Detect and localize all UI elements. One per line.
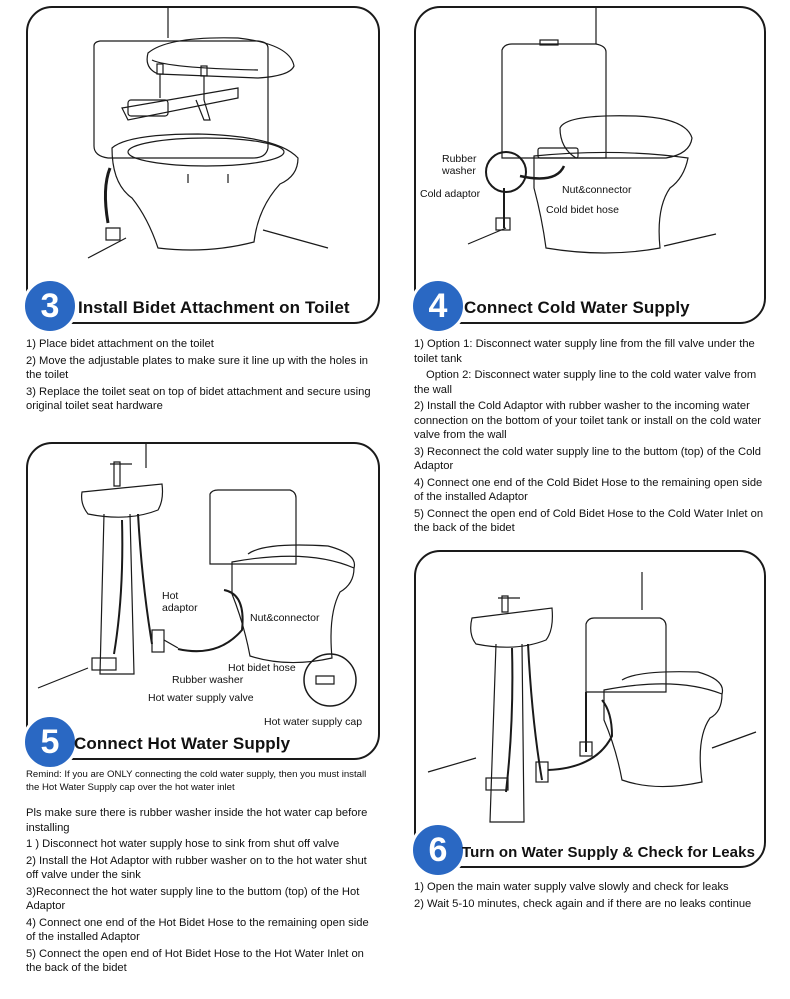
label-hot-bidet-hose: Hot bidet hose <box>228 662 296 674</box>
step-4-card <box>414 6 766 324</box>
step-5-instructions <box>26 768 378 978</box>
instruction-line: Option 2: Disconnect water supply line to the cold water valve from the wall <box>414 369 757 396</box>
instruction-line: 2) Wait 5-10 minutes, check again and if there are no leaks continue <box>414 897 752 910</box>
step-number: 5 <box>40 722 60 761</box>
step-3-card <box>26 6 380 324</box>
label-nut-connector: Nut&connector <box>562 184 632 196</box>
step-number: 3 <box>40 286 60 325</box>
label-hot-adaptor: Hot adaptor <box>162 590 198 614</box>
instruction-line: 2) Move the adjustable plates to make sure it line up with the holes in the toilet <box>26 354 369 381</box>
hot-water-supply-illustration <box>28 444 378 758</box>
step-6-card <box>414 550 766 868</box>
instruction-line: 1 ) Disconnect hot water supply hose to sink from shut off valve <box>26 838 340 850</box>
instruction-line: 2) Install the Cold Adaptor with rubber washer to the incoming water connection on the bottom of your toilet tank or install on the cold water valve from the wall <box>414 400 762 441</box>
step-number-badge <box>22 278 78 334</box>
label-cold-bidet-hose: Cold bidet hose <box>546 204 619 216</box>
label-nut-connector: Nut&connector <box>250 612 320 624</box>
toilet-bidet-install-illustration <box>28 8 378 322</box>
remind-note: Remind: If you are ONLY connecting the cold water supply, then you must install the Hot Water Supply cap over the hot water inlet <box>26 769 367 793</box>
step-number-badge <box>410 278 466 334</box>
step-3-instructions <box>26 337 378 416</box>
label-rubber-washer: Rubber washer <box>442 153 477 177</box>
instruction-line: 1) Open the main water supply valve slowly and check for leaks <box>414 881 729 893</box>
step-title: Connect Hot Water Supply <box>74 734 291 753</box>
label-cold-adaptor: Cold adaptor <box>420 188 481 200</box>
instruction-line: 1) Option 1: Disconnect water supply line from the fill valve under the toilet tank <box>414 338 755 365</box>
step-title: Turn on Water Supply & Check for Leaks <box>462 844 756 861</box>
step-number-badge <box>22 714 78 770</box>
instruction-line: 4) Connect one end of the Cold Bidet Hose to the remaining open side of the installed Adaptor <box>414 476 763 503</box>
turn-on-water-illustration <box>416 552 764 866</box>
instruction-line: Pls make sure there is rubber washer inside the hot water cap before installing <box>26 807 368 834</box>
step-5-card <box>26 442 380 760</box>
step-number: 4 <box>428 286 448 325</box>
instruction-line: 4) Connect one end of the Hot Bidet Hose to the remaining open side of the installed Adaptor <box>26 916 369 943</box>
instruction-line: 5) Connect the open end of Cold Bidet Hose to the Cold Water Inlet on the back of the bidet <box>414 507 764 534</box>
instruction-line: 3)Reconnect the hot water supply line to the buttom (top) of the Hot Adaptor <box>26 885 360 912</box>
instruction-line: 5) Connect the open end of Hot Bidet Hose to the Hot Water Inlet on the back of the bidet <box>26 947 364 974</box>
step-number: 6 <box>428 830 448 869</box>
instruction-line: 1) Place bidet attachment on the toilet <box>26 338 214 350</box>
step-6-instructions <box>414 880 768 913</box>
step-4-instructions <box>414 337 768 538</box>
label-hot-water-supply-valve: Hot water supply valve <box>148 692 254 704</box>
instruction-line: 3) Replace the toilet seat on top of bidet attachment and secure using original toilet seat hardware <box>26 385 371 412</box>
step-title: Install Bidet Attachment on Toilet <box>78 298 350 317</box>
label-hot-water-supply-cap: Hot water supply cap <box>264 716 363 728</box>
step-title: Connect Cold Water Supply <box>464 298 690 317</box>
step-number-badge <box>410 822 466 878</box>
label-rubber-washer: Rubber washer <box>172 674 244 686</box>
instruction-line: 2) Install the Hot Adaptor with rubber washer on to the hot water shut off valve under the sink <box>26 854 367 881</box>
instruction-line: 3) Reconnect the cold water supply line to the buttom (top) of the Cold Adaptor <box>414 445 762 472</box>
